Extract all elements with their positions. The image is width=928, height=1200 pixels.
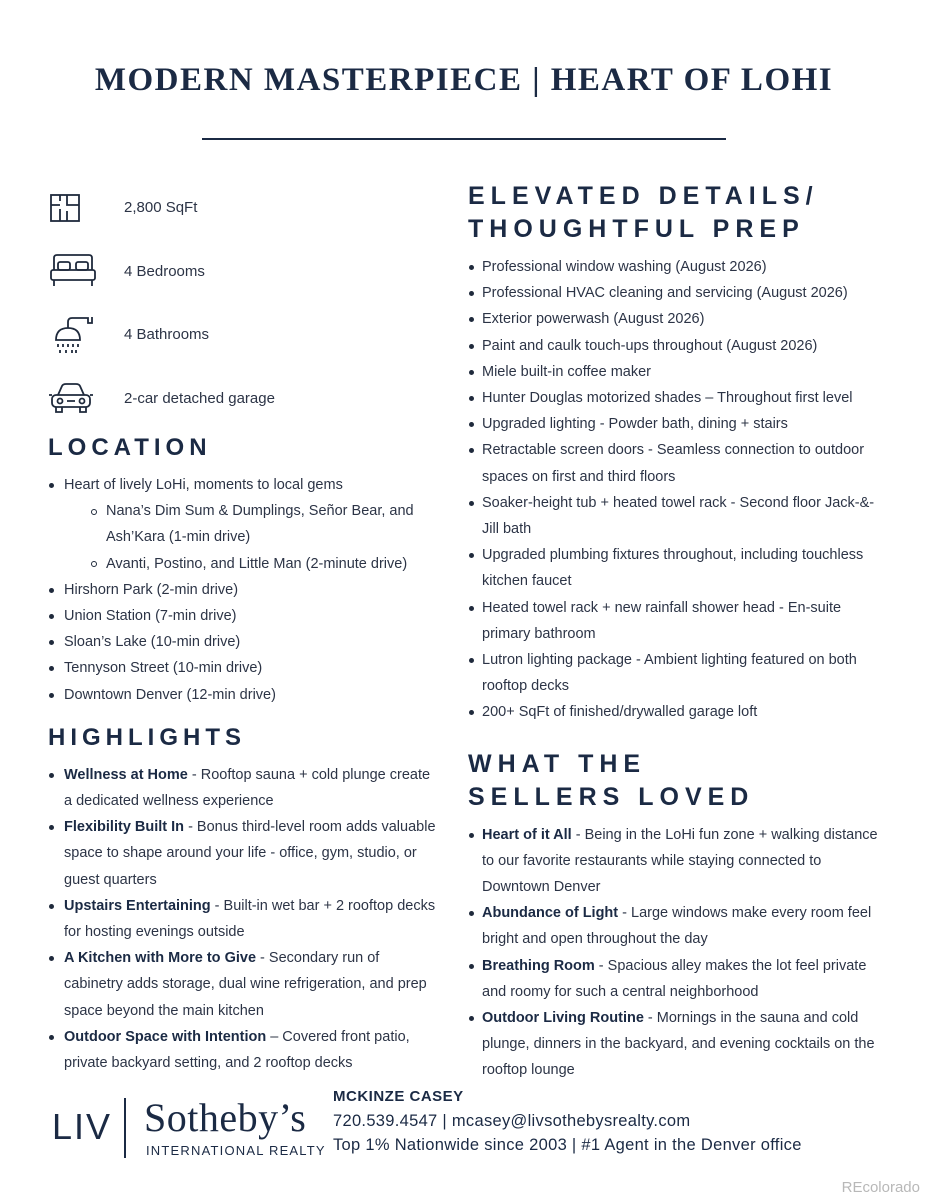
list-item: Avanti, Postino, and Little Man (2-minute drive) <box>90 551 438 577</box>
list-item: Upstairs Entertaining - Built-in wet bar + 2 rooftop decks for hosting evenings outside <box>48 893 438 945</box>
list-item: Upgraded plumbing fixtures throughout, including touchless kitchen faucet <box>468 542 888 594</box>
list-item: Heart of it All - Being in the LoHi fun zone + walking distance to our favorite restaurants while staying connected to Downtown Denver <box>468 822 888 901</box>
item-title: Outdoor Living Routine <box>482 1010 644 1027</box>
list-item: Wellness at Home - Rooftop sauna + cold plunge create a dedicated wellness experience <box>48 762 438 814</box>
item-title: Wellness at Home <box>64 766 188 783</box>
page-title: MODERN MASTERPIECE | HEART OF LOHI <box>94 62 834 98</box>
list-item: Upgraded lighting - Powder bath, dining + stairs <box>468 411 888 437</box>
location-heading: LOCATION <box>48 434 212 461</box>
list-item: Abundance of Light - Large windows make every room feel bright and open throughout the day <box>468 900 888 952</box>
list-item: 200+ SqFt of finished/drywalled garage loft <box>468 699 888 725</box>
item-title: Breathing Room <box>482 957 595 974</box>
location-sublist <box>64 498 438 577</box>
item-title: A Kitchen with More to Give <box>64 950 257 967</box>
stat-bedrooms <box>48 240 438 304</box>
stat-label: 2,800 SqFt <box>124 199 198 217</box>
watermark: REcolorado <box>841 1179 920 1196</box>
item-title: Upstairs Entertaining <box>64 897 211 914</box>
list-item: Union Station (7-min drive) <box>48 603 438 629</box>
stat-sqft <box>48 176 438 240</box>
list-item: Sloan’s Lake (10-min drive) <box>48 629 438 655</box>
left-column <box>48 176 438 1076</box>
list-item: Professional HVAC cleaning and servicing (August 2026) <box>468 280 888 306</box>
list-item: Outdoor Living Routine - Mornings in the sauna and cold plunge, dinners in the backyard, and evening cocktails on the rooftop lounge <box>468 1005 888 1084</box>
logo-divider <box>124 1098 126 1158</box>
title-divider <box>202 138 726 140</box>
details-heading: ELEVATED DETAILS/ THOUGHTFUL PREP <box>468 182 819 243</box>
stat-label: 4 Bathrooms <box>124 326 210 344</box>
stat-bathrooms <box>48 303 438 367</box>
agent-contact: 720.539.4547 | mcasey@livsothebysrealty.com <box>333 1112 691 1130</box>
list-item: Outdoor Space with Intention – Covered front patio, private backyard setting, and 2 rooftop decks <box>48 1024 438 1076</box>
item-title: Abundance of Light <box>482 905 619 922</box>
list-item: Flexibility Built In - Bonus third-level room adds valuable space to shape around your life - office, gym, studio, or guest quarters <box>48 814 438 893</box>
floorplan-icon <box>48 186 104 230</box>
list-item: Lutron lighting package - Ambient lighting featured on both rooftop decks <box>468 647 888 699</box>
stat-label: 4 Bedrooms <box>124 262 205 280</box>
list-item: Heart of lively LoHi, moments to local gems Nana’s Dim Sum & Dumplings, Señor Bear, and Ash’Kara (1-min drive) Avanti, Postino, and Little Man (2-minute drive) <box>48 472 438 577</box>
car-icon <box>48 376 104 420</box>
list-item: Soaker-height tub + heated towel rack - Second floor Jack-&-Jill bath <box>468 490 888 542</box>
list-item: Paint and caulk touch-ups throughout (August 2026) <box>468 333 888 359</box>
item-title: Outdoor Space with Intention <box>64 1028 267 1045</box>
list-item: Tennyson Street (10-min drive) <box>48 655 438 681</box>
list-item: Hunter Douglas motorized shades – Throughout first level <box>468 385 888 411</box>
details-list <box>468 254 888 726</box>
logo-subtitle: INTERNATIONAL REALTY <box>146 1143 326 1158</box>
highlights-heading: HIGHLIGHTS <box>48 723 246 751</box>
list-item: A Kitchen with More to Give - Secondary run of cabinetry adds storage, dual wine refrigeration, and prep space beyond the main kitchen <box>48 945 438 1024</box>
location-list <box>48 472 438 708</box>
list-item: Retractable screen doors - Seamless connection to outdoor spaces on first and third floors <box>468 437 888 489</box>
sellers-loved-list <box>468 822 888 1084</box>
right-column <box>468 180 888 1084</box>
list-item: Nana’s Dim Sum & Dumplings, Señor Bear, and Ash’Kara (1-min drive) <box>90 498 438 550</box>
agent-info <box>333 1088 802 1155</box>
list-item: Heated towel rack + new rainfall shower head - En-suite primary bathroom <box>468 595 888 647</box>
item-title: Heart of it All <box>482 826 572 843</box>
list-item: Professional window washing (August 2026) <box>468 254 888 280</box>
bed-icon <box>48 249 104 293</box>
stat-label: 2-car detached garage <box>124 389 275 407</box>
shower-icon <box>48 313 104 357</box>
agent-tagline: Top 1% Nationwide since 2003 | #1 Agent in the Denver office <box>333 1136 802 1154</box>
logo-sothebys: Sotheby’s <box>144 1095 307 1140</box>
list-item: Exterior powerwash (August 2026) <box>468 306 888 332</box>
list-item: Downtown Denver (12-min drive) <box>48 682 438 708</box>
item-title: Flexibility Built In <box>64 819 185 836</box>
sellers-loved-heading: WHAT THE SELLERS LOVED <box>468 749 755 811</box>
agent-name: MCKINZE CASEY <box>333 1088 464 1105</box>
logo-liv: LIV <box>52 1106 113 1147</box>
highlights-list <box>48 762 438 1076</box>
list-item: Miele built-in coffee maker <box>468 359 888 385</box>
list-item: Breathing Room - Spacious alley makes the lot feel private and roomy for such a central neighborhood <box>468 953 888 1005</box>
stat-garage <box>48 367 438 431</box>
footer <box>0 1080 928 1200</box>
list-item: Hirshorn Park (2-min drive) <box>48 577 438 603</box>
